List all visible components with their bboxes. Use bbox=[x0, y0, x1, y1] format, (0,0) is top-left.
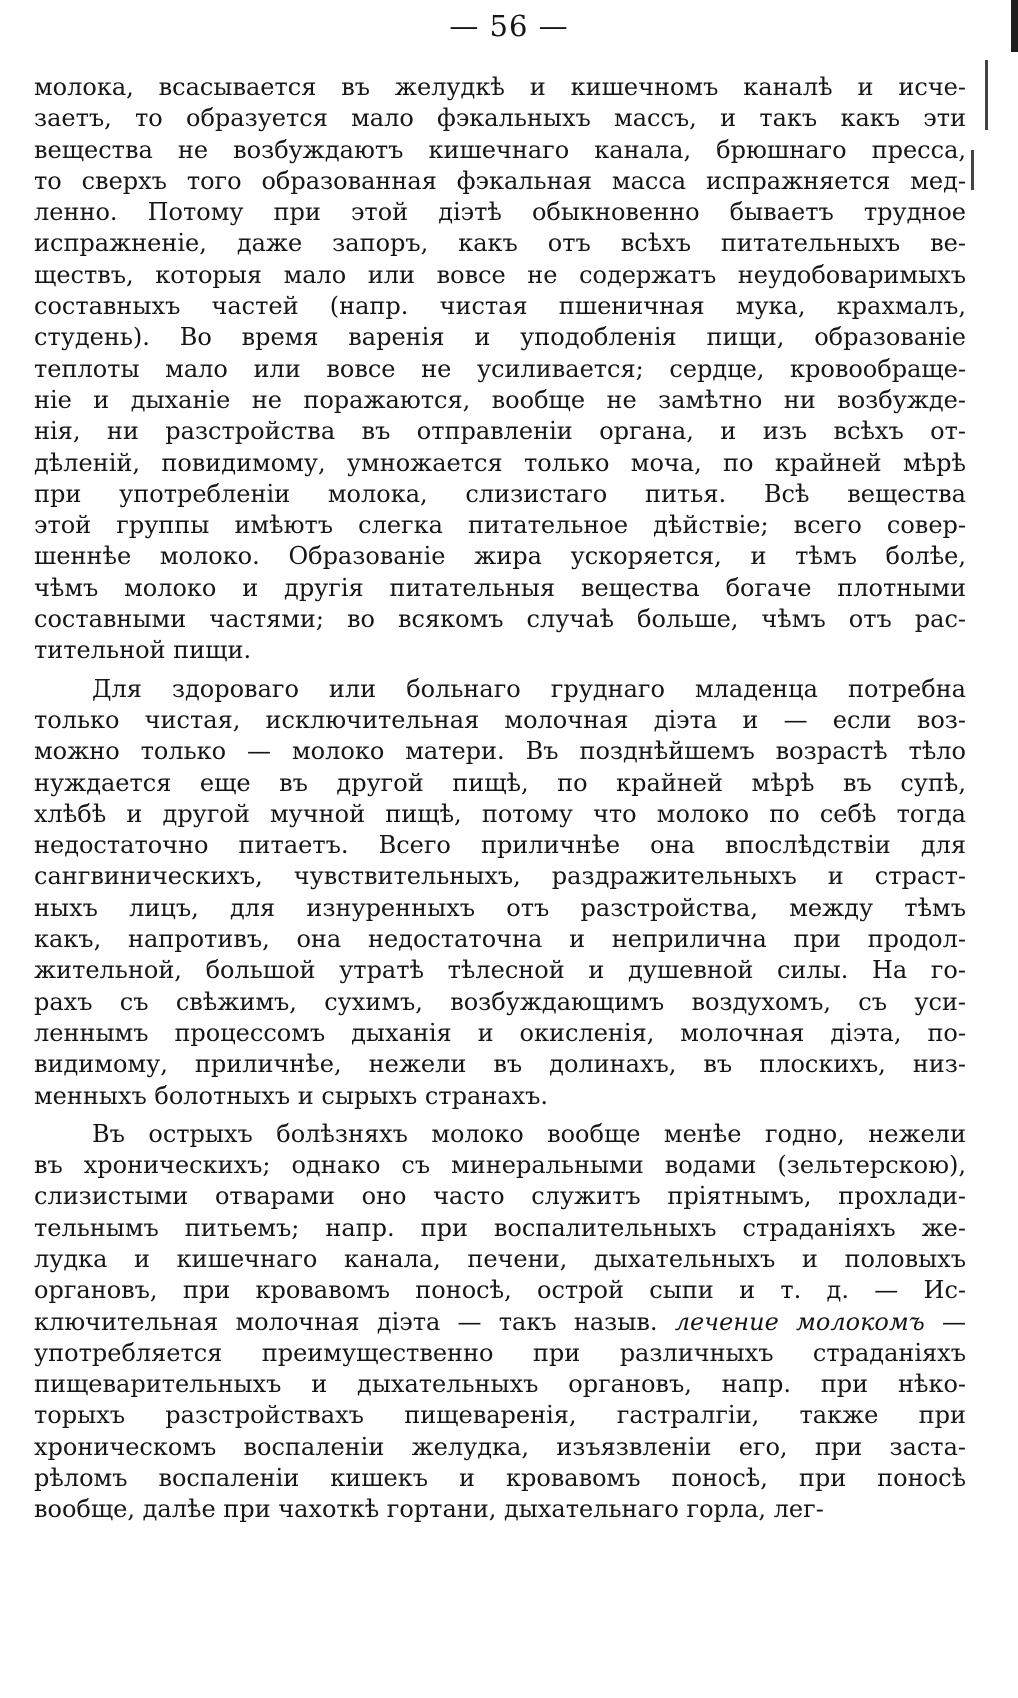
text-line: употребляется преимущественно при различныхъ страданіяхъ bbox=[34, 1338, 966, 1367]
text-line: Въ острыхъ болѣзняхъ молоко вообще менѣе годно, нежели bbox=[92, 1119, 966, 1148]
text-line: рѣломъ воспаленіи кишекъ и кровавомъ поносѣ, при поносѣ bbox=[34, 1464, 966, 1493]
text-line: ныхъ лицъ, для изнуренныхъ отъ разстройства, между тѣмъ bbox=[34, 893, 966, 922]
text-line: составныхъ частей (напр. чистая пшеничная мука, крахмалъ, bbox=[34, 292, 966, 321]
text-line: нуждается еще въ другой пищѣ, по крайней мѣрѣ въ супѣ, bbox=[34, 768, 966, 797]
text-line: слизистыми отварами оно часто служитъ пріятнымъ, прохлади- bbox=[34, 1182, 966, 1211]
text-line: лудка и кишечнаго канала, печени, дыхательныхъ и половыхъ bbox=[34, 1244, 966, 1273]
text-line: тительной пищи. bbox=[34, 636, 252, 665]
text-line: Для здороваго или больнаго груднаго младенца потребна bbox=[92, 674, 966, 703]
text-line: ществъ, которыя мало или вовсе не содержатъ неудобоваримыхъ bbox=[34, 260, 966, 289]
text-line: вообще, далѣе при чахоткѣ гортани, дыхательнаго горла, лег- bbox=[34, 1495, 824, 1524]
text-line: въ хроническихъ; однако съ минеральными водами (зельтерскою), bbox=[34, 1151, 966, 1180]
text-line: органовъ, при кровавомъ поносѣ, острой сыпи и т. д. — Ис- bbox=[34, 1276, 966, 1305]
text-line: можно только — молоко матери. Въ позднѣйшемъ возрастѣ тѣло bbox=[34, 737, 966, 766]
text-line: ленно. Потому при этой діэтѣ обыкновенно бываетъ трудное bbox=[34, 198, 966, 227]
text-line: испражненіе, даже запоръ, какъ отъ всѣхъ питательныхъ ве- bbox=[34, 229, 966, 258]
scan-edge-speck bbox=[971, 150, 974, 190]
text-line: ключительная молочная діэта — такъ назыв. лечение молокомъ — bbox=[34, 1307, 966, 1336]
text-line: леннымъ процессомъ дыханія и окисленія, молочная діэта, по- bbox=[34, 1018, 966, 1047]
text-line: рахъ съ свѣжимъ, сухимъ, возбуждающимъ воздухомъ, съ уси- bbox=[34, 987, 966, 1016]
page-number: — 56 — bbox=[449, 9, 569, 43]
text-line: чѣмъ молоко и другія питательныя вещества богаче плотными bbox=[34, 573, 966, 602]
text-line: менныхъ болотныхъ и сырыхъ странахъ. bbox=[34, 1081, 548, 1110]
text-line: студень). Во время варенія и уподобленія пищи, образованіе bbox=[34, 323, 966, 352]
text-line: тельнымъ питьемъ; напр. при воспалительныхъ страданіяхъ же- bbox=[34, 1213, 966, 1242]
text-line: то сверхъ того образованная фэкальная масса испражняется мед- bbox=[34, 166, 966, 195]
text-line: заетъ, то образуется мало фэкальныхъ массъ, и такъ какъ эти bbox=[34, 104, 966, 133]
text-line: составными частями; во всякомъ случаѣ больше, чѣмъ отъ рас- bbox=[34, 605, 966, 634]
text-line: какъ, напротивъ, она недостаточна и неприлична при продол- bbox=[34, 925, 966, 954]
paragraph bbox=[34, 1119, 966, 1526]
text-line: при употребленіи молока, слизистаго питья. Всѣ вещества bbox=[34, 479, 966, 508]
text-line: этой группы имѣютъ слегка питательное дѣйствіе; всего совер- bbox=[34, 511, 966, 540]
text-line: шеннѣе молоко. Образованіе жира ускоряется, и тѣмъ болѣе, bbox=[34, 542, 966, 571]
text-line: торыхъ разстройствахъ пищеваренія, гастралгіи, также при bbox=[34, 1401, 966, 1430]
text-line: ніе и дыханіе не поражаются, вообще не замѣтно ни возбужде- bbox=[34, 385, 966, 414]
text-line: дѣленій, повидимому, умножается только моча, по крайней мѣрѣ bbox=[34, 448, 966, 477]
paragraph bbox=[34, 72, 966, 667]
text-line: молока, всасывается въ желудкѣ и кишечномъ каналѣ и исче- bbox=[34, 73, 966, 101]
text-line: пищеварительныхъ и дыхательныхъ органовъ, напр. при нѣко- bbox=[34, 1370, 966, 1399]
text-line: нія, ни разстройства въ отправленіи органа, и изъ всѣхъ от- bbox=[34, 417, 966, 446]
text-line: хроническомъ воспаленіи желудка, изъязвленіи его, при застa- bbox=[34, 1432, 966, 1461]
text-line: теплоты мало или вовсе не усиливается; сердце, кровообраще- bbox=[34, 354, 966, 383]
text-line: только чистая, исключительная молочная діэта и — если воз- bbox=[34, 705, 966, 734]
scan-edge-mark bbox=[1011, 0, 1018, 52]
paragraph bbox=[34, 674, 966, 1112]
text-line: сангвиническихъ, чувствительныхъ, раздражительныхъ и страст- bbox=[34, 862, 966, 891]
scan-edge-speck bbox=[985, 60, 988, 130]
text-line: вещества не возбуждаютъ кишечнаго канала, брюшнаго пресса, bbox=[34, 135, 966, 164]
text-line: видимому, приличнѣе, нежели въ долинахъ, въ плоскихъ, низ- bbox=[34, 1050, 966, 1079]
text-line: недостаточно питаетъ. Всего приличнѣе она впослѣдствіи для bbox=[34, 831, 966, 860]
text-line: жительной, большой утратѣ тѣлесной и душевной силы. На го- bbox=[34, 956, 966, 985]
body-text bbox=[34, 72, 966, 1533]
italic-phrase: лечение молокомъ bbox=[674, 1307, 925, 1336]
text-line: хлѣбѣ и другой мучной пищѣ, потому что молоко по себѣ тогда bbox=[34, 799, 966, 828]
